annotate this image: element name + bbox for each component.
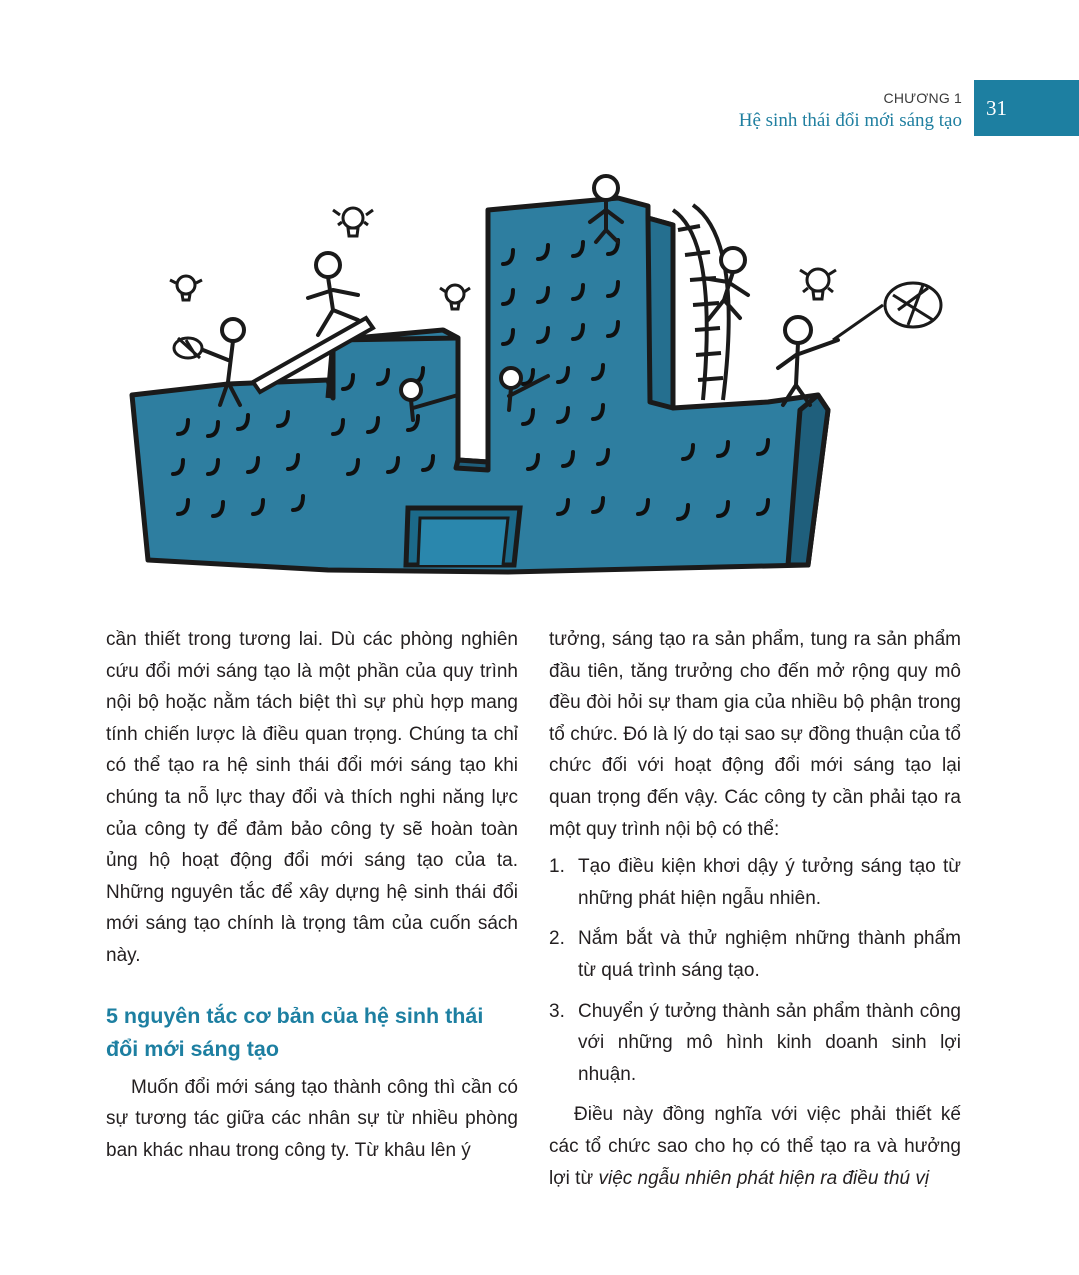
numbered-list [549, 851, 961, 1090]
body-paragraph: Muốn đổi mới sáng tạo thành công thì cần có sự tương tác giữa các nhân sự từ nhiều phòng ban khác nhau trong công ty. Từ khâu lên ý [106, 1076, 518, 1161]
list-number: 3. [549, 1000, 565, 1022]
chapter-title: Hệ sinh thái đổi mới sáng tạo [738, 110, 962, 131]
list-item-text: Chuyển ý tưởng thành sản phẩm thành công với những mô hình kinh doanh sinh lợi nhuận. [578, 1000, 961, 1085]
page-number: 31 [986, 96, 1007, 120]
body-paragraph [549, 1099, 961, 1194]
list-number: 2. [549, 928, 565, 950]
list-number: 1. [549, 856, 565, 878]
body-paragraph: tưởng, sáng tạo ra sản phẩm, tung ra sản phẩm đầu tiên, tăng trưởng cho đến mở rộng quy mô đều đòi hỏi sự tham gia của nhiều bộ phận trong tổ chức. Đó là lý do tại sao sự đồng thuận của tổ chức đối với hoạt động đổi mới sáng tạo lại quan trọng đến vậy. Các công ty cần phải tạo ra một quy trình nội bộ có thể: [549, 629, 961, 840]
right-column [549, 624, 961, 1194]
body-paragraph: cần thiết trong tương lai. Dù các phòng nghiên cứu đổi mới sáng tạo là một phần của quy trình nội bộ hoặc nằm tách biệt thì sự phù hợp mang tính chiến lược là điều quan trọng. Chúng ta chỉ có thể tạo ra hệ sinh thái đổi mới sáng tạo khi chúng ta nỗ lực thay đổi và thích nghi năng lực của công ty để đảm bảo công ty sẽ hoàn toàn ủng hộ hoạt động đổi mới sáng tạo của ta. Những nguyên tắc để xây dựng hệ sinh thái đổi mới sáng tạo chính là trọng tâm của cuốn sách này. [106, 629, 518, 966]
paragraph-text: Điều này đồng nghĩa với việc phải thiết kế các tổ chức sao cho họ có thể tạo ra và hưởng lợi từ [549, 1104, 961, 1189]
left-column [106, 624, 518, 1166]
list-item [549, 923, 961, 986]
list-item [549, 996, 961, 1091]
emphasized-text: việc ngẫu nhiên phát hiện ra điều thú vị [598, 1167, 930, 1189]
list-item-text: Nắm bắt và thử nghiệm những thành phẩm từ quá trình sáng tạo. [578, 928, 961, 981]
door [406, 508, 520, 565]
section-heading: 5 nguyên tắc cơ bản của hệ sinh thái đổi mới sáng tạo [106, 1003, 484, 1061]
list-item [549, 851, 961, 914]
chapter-label: CHƯƠNG 1 [883, 90, 962, 106]
list-item-text: Tạo điều kiện khơi dậy ý tưởng sáng tạo từ những phát hiện ngẫu nhiên. [578, 856, 961, 909]
building-illustration [128, 170, 958, 580]
